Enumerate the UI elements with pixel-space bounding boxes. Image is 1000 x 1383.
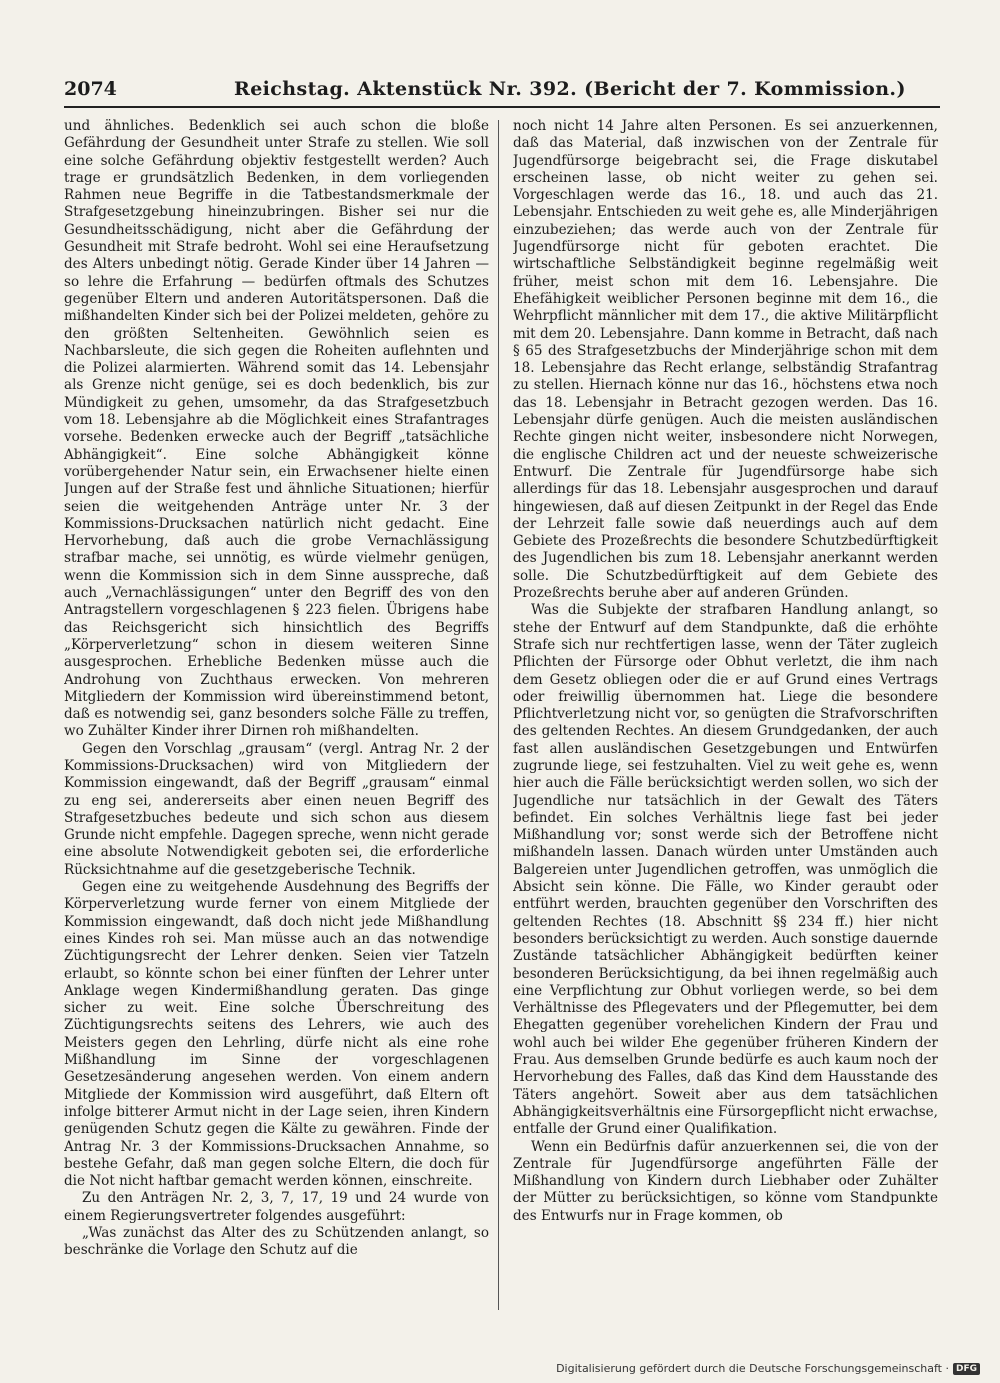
paragraph: noch nicht 14 Jahre alten Personen. Es sei anzuerkennen, daß das Material, daß inzwischen von der Zentrale für Jugendfürsorge beigebracht sei, die Frage diskutabel erscheinen lasse, ob nicht weiter zu gehen sei. Vorgeschlagen werde das 16., 18. und auch das 21. Lebensjahr. Entschieden zu weit gehe es, alle Minderjährigen einzubeziehen; das werde auch von der Zentrale für Jugendfürsorge nicht für geboten erachtet. Die wirtschaftliche Selbständigkeit beginne regelmäßig weit früher, meist schon mit dem 16. Lebensjahre. Die Ehefähigkeit weiblicher Personen beginne mit dem 16., die Wehrpflicht männlicher mit dem 17., die aktive Militärpflicht mit dem 20. Lebensjahre. Dann komme in Betracht, daß nach § 65 des Strafgesetzbuchs der Minderjährige schon mit dem 18. Lebensjahre das Recht erlange, selbständig Strafantrag zu stellen. Hiernach könne nur das 16., höchstens etwa noch das 18. Lebensjahr in Betracht gezogen werden. Das 16. Lebensjahr dürfe genügen. Auch die meisten ausländischen Rechte gingen nicht weiter, insbesondere nicht Norwegen, die englische Children act und der neueste schweizerische Entwurf. Die Zentrale für Jugendfürsorge habe sich allerdings für das 18. Lebensjahr ausgesprochen und darauf hingewiesen, daß auf diesen Zeitpunkt in der Regel das Ende der Lehrzeit falle sowie daß neuerdings auch auf dem Gebiete des Prozeßrechts die besondere Schutzbedürftigkeit des Jugendlichen bis zum 18. Lebensjahr anerkannt werden solle. Die Schutzbedürftigkeit auf dem Gebiete des Prozeßrechts beruhe aber auf anderen Gründen.	[513, 118, 938, 602]
footer-text: Digitalisierung gefördert durch die Deutsche Forschungsgemeinschaft ·	[556, 1362, 949, 1375]
paragraph: „Was zunächst das Alter des zu Schützenden anlangt, so beschränke die Vorlage den Schutz auf die	[64, 1225, 489, 1259]
paragraph: Wenn ein Bedürfnis dafür anzuerkennen sei, die von der Zentrale für Jugendfürsorge angeführten Fälle der Mißhandlung von Kindern durch Liebhaber oder Zuhälter der Mütter zu berücksichtigen, so könne vom Standpunkte des Entwurfs nur in Frage kommen, ob	[513, 1138, 938, 1224]
digitization-footer	[556, 1362, 980, 1375]
page-header	[64, 78, 940, 104]
column-divider	[498, 120, 499, 1310]
left-column	[64, 118, 489, 1338]
paragraph: Was die Subjekte der strafbaren Handlung anlangt, so stehe der Entwurf auf dem Standpunkte, daß die erhöhte Strafe sich nur rechtfertigen lasse, wenn der Täter zugleich Pflichten der Fürsorge oder Obhut verletzt, die ihm nach dem Gesetz obliegen oder die er auf Grund eines Vertrags oder freiwillig übernommen hat. Liege die besondere Pflichtverletzung nicht vor, so genügten die Strafvorschriften des geltenden Rechtes. An diesem Grundgedanken, der auch fast allen ausländischen Gesetzgebungen und Entwürfen zugrunde liege, sei festzuhalten. Viel zu weit gehe es, wenn hier auch die Fälle berücksichtigt werden sollen, wo sich der Jugendliche nur tatsächlich in der Gewalt des Täters befindet. Ein solches Verhältnis liege fast bei jeder Mißhandlung vor; sonst werde sich der Betroffene nicht mißhandeln lassen. Danach würden unter Umständen auch Balgereien unter Jugendlichen getroffen, was unmöglich die Absicht sein könne. Die Fälle, wo Kinder geraubt oder entführt werden, brauchten gegenüber den Vorschriften des geltenden Rechtes (18. Abschnitt §§ 234 ff.) hier nicht besonders berücksichtigt zu werden. Auch sonstige dauernde Zustände tatsächlicher Abhängigkeit bedürften keiner besonderen Berücksichtigung, da bei ihnen regelmäßig auch eine Verpflichtung zur Obhut vorliegen werde, so bei dem Verhältnisse des Pflegevaters und der Pflegemutter, bei dem Ehegatten gegenüber vorehelichen Kindern der Frau und wohl auch bei wilder Ehe gegenüber früheren Kindern der Frau. Aus demselben Grunde bedürfe es auch kaum noch der Hervorhebung des Falles, daß das Kind dem Hausstande des Täters angehört. Soweit aber aus dem tatsächlichen Abhängigkeitsverhältnis eine Fürsorgepflicht nicht erwachse, entfalle der Grund einer Qualifikation.	[513, 602, 938, 1138]
page-number: 2074	[64, 78, 117, 100]
right-column	[513, 118, 938, 1338]
paragraph: und ähnliches. Bedenklich sei auch schon die bloße Gefährdung der Gesundheit unter Strafe zu stellen. Wie soll eine solche Gefährdung objektiv festgestellt werden? Auch trage er grundsätzlich Bedenken, in dem vorliegenden Rahmen neue Begriffe in die Tatbestandsmerkmale der Strafgesetzgebung hineinzubringen. Bisher sei nur die Gesundheitsschädigung, nicht aber die Gefährdung der Gesundheit mit Strafe bedroht. Wohl sei eine Heraufsetzung des Alters unbedingt nötig. Gerade Kinder über 14 Jahren — so lehre die Erfahrung — bedürfen oftmals des Schutzes gegenüber Eltern und anderen Autoritätspersonen. Daß die mißhandelten Kinder sich bei der Polizei meldeten, gehöre zu den größten Seltenheiten. Gewöhnlich seien es Nachbarsleute, die sich gegen die Roheiten auflehnten und die Polizei alarmierten. Während somit das 14. Lebensjahr als Grenze nicht genüge, sei es doch bedenklich, bis zur Mündigkeit zu gehen, umsomehr, da das Strafgesetzbuch vom 18. Lebensjahre ab die Möglichkeit eines Strafantrages vorsehe. Bedenken erwecke auch der Begriff „tatsächliche Abhängigkeit“. Eine solche Abhängigkeit könne vorübergehender Natur sein, ein Erwachsener hielte einen Jungen auf der Straße fest und ähnliche Situationen; hierfür seien die weitgehenden Anträge unter Nr. 3 der Kommissions-Drucksachen natürlich nicht gedacht. Eine Hervorhebung, daß auch die grobe Vernachlässigung strafbar mache, sei unnötig, es würde vielmehr genügen, wenn die Kommission sich in dem Sinne ausspreche, daß auch „Vernachlässigungen“ unter den Begriff des von den Antragstellern vorgeschlagenen § 223 fielen. Übrigens habe das Reichsgericht sich hinsichtlich des Begriffs „Körperverletzung“ schon in diesem weiteren Sinne ausgesprochen. Erhebliche Bedenken müsse auch die Androhung von Zuchthaus erwecken. Von mehreren Mitgliedern der Kommission wird übereinstimmend betont, daß es notwendig sei, ganz besonders solche Fälle zu treffen, wo Zuhälter Kinder ihrer Dirnen roh mißhandelten.	[64, 118, 489, 740]
dfg-logo-icon: DFG	[953, 1363, 980, 1375]
paragraph: Zu den Anträgen Nr. 2, 3, 7, 17, 19 und 24 wurde von einem Regierungsvertreter folgendes ausgeführt:	[64, 1190, 489, 1224]
paragraph: Gegen eine zu weitgehende Ausdehnung des Begriffs der Körperverletzung wurde ferner von einem Mitgliede der Kommission eingewandt, daß doch nicht jede Mißhandlung eines Kindes roh sei. Man müsse auch an das notwendige Züchtigungsrecht der Lehrer denken. Seien vier Tatzeln erlaubt, so könnte schon bei einer fünften der Lehrer unter Anklage wegen Kindermißhandlung geraten. Das ginge sicher zu weit. Eine solche Überschreitung des Züchtigungsrechts seitens des Lehrers, wie auch des Meisters gegen den Lehrling, dürfe nicht als eine rohe Mißhandlung im Sinne der vorgeschlagenen Gesetzesänderung angesehen werden. Von einem andern Mitgliede der Kommission wird ausgeführt, daß Eltern oft infolge bitterer Armut nicht in der Lage seien, ihren Kindern genügenden Schutz gegen die Kälte zu gewähren. Finde der Antrag Nr. 3 der Kommissions-Drucksachen Annahme, so bestehe Gefahr, daß man gegen solche Eltern, die doch für die Not nicht haftbar gemacht werden können, einschreite.	[64, 879, 489, 1190]
header-rule	[64, 106, 940, 108]
running-title: Reichstag. Aktenstück Nr. 392. (Bericht der 7. Kommission.)	[234, 78, 906, 100]
paragraph: Gegen den Vorschlag „grausam“ (vergl. Antrag Nr. 2 der Kommissions-Drucksachen) wird von Mitgliedern der Kommission eingewandt, daß der Begriff „grausam“ einmal zu eng sei, andererseits aber einen neuen Begriff des Strafgesetzbuches bedeute und sich schon aus diesem Grunde nicht empfehle. Dagegen spreche, wenn nicht gerade eine absolute Notwendigkeit geboten sei, die erforderliche Rücksichtnahme auf die gesetzgeberische Technik.	[64, 740, 489, 878]
